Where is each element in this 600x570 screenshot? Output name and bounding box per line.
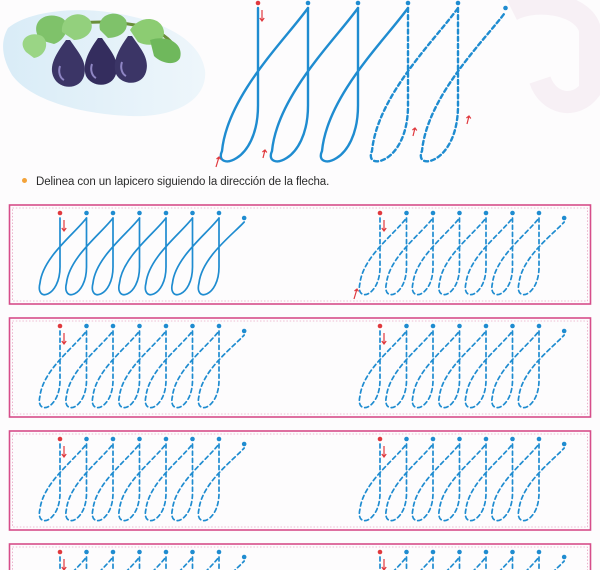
guide-dot: [510, 324, 515, 329]
direction-arrow-icon: [412, 128, 416, 136]
trace-loop: [198, 557, 244, 570]
guide-dot: [510, 211, 515, 216]
trace-loop: [271, 8, 358, 161]
trace-loop: [119, 557, 166, 570]
trace-loop: [492, 557, 539, 570]
trace-loop: [172, 444, 219, 521]
guide-dot: [510, 550, 515, 555]
start-dot: [58, 437, 63, 442]
guide-dot: [404, 324, 409, 329]
trace-loop: [221, 8, 308, 161]
trace-loop: [172, 331, 219, 408]
guide-dot: [457, 437, 462, 442]
guide-dot: [137, 324, 142, 329]
start-dot: [256, 1, 261, 6]
guide-dot: [217, 211, 222, 216]
direction-arrow-icon: [62, 220, 66, 231]
practice-area: [10, 205, 591, 570]
guide-dot: [217, 324, 222, 329]
trace-loop: [321, 8, 408, 161]
guide-dot: [190, 550, 195, 555]
trace-loop: [492, 444, 539, 521]
guide-dot: [84, 550, 89, 555]
trace-loop: [421, 8, 506, 161]
guide-dot: [484, 550, 489, 555]
fig-fruit-icon: [52, 36, 147, 87]
guide-dot: [537, 437, 542, 442]
trace-loop: [518, 331, 564, 408]
direction-arrow-icon: [382, 446, 386, 457]
direction-arrow-icon: [466, 116, 470, 124]
trace-loop: [66, 331, 113, 408]
frame-inner-border: [13, 321, 588, 414]
frame-inner-border: [13, 547, 588, 570]
frame-border: [10, 318, 591, 417]
practice-frame: [10, 431, 591, 530]
frame-border: [10, 544, 591, 570]
practice-frame: [10, 318, 591, 417]
trace-loop: [465, 557, 512, 570]
start-dot: [378, 211, 383, 216]
guide-dot: [457, 324, 462, 329]
trace-loop: [386, 331, 433, 408]
guide-dot: [164, 211, 169, 216]
guide-dot: [356, 1, 361, 6]
direction-arrow-icon: [382, 333, 386, 344]
trace-loop: [66, 557, 113, 570]
guide-dot: [562, 555, 567, 560]
decorative-letter-background: [512, 4, 590, 102]
start-dot: [378, 324, 383, 329]
trace-loop: [386, 444, 433, 521]
trace-loop: [145, 444, 192, 521]
trace-loop: [518, 557, 564, 570]
trace-loop: [66, 444, 113, 521]
trace-loop: [412, 444, 459, 521]
direction-arrow-icon: [354, 289, 359, 299]
frame-inner-border: [13, 434, 588, 527]
trace-loop: [92, 331, 139, 408]
right-trace-group: [359, 437, 566, 521]
start-dot: [378, 437, 383, 442]
trace-loop: [465, 331, 512, 408]
guide-dot: [404, 437, 409, 442]
guide-dot: [111, 324, 116, 329]
guide-dot: [111, 211, 116, 216]
guide-dot: [484, 437, 489, 442]
trace-loop: [412, 331, 459, 408]
guide-dot: [217, 550, 222, 555]
guide-dot: [431, 324, 436, 329]
trace-loop: [465, 218, 512, 295]
right-trace-group: [354, 211, 566, 299]
left-trace-group: [39, 211, 246, 295]
trace-loop: [439, 218, 486, 295]
direction-arrow-icon: [262, 150, 266, 158]
trace-loop: [145, 331, 192, 408]
guide-dot: [537, 550, 542, 555]
trace-loop: [119, 331, 166, 408]
trace-loop: [465, 444, 512, 521]
start-dot: [58, 211, 63, 216]
trace-loop: [386, 218, 433, 295]
guide-dot: [164, 324, 169, 329]
trace-loop: [198, 331, 244, 408]
guide-dot: [137, 550, 142, 555]
left-trace-group: [39, 550, 246, 570]
guide-dot: [404, 550, 409, 555]
direction-arrow-icon: [216, 157, 221, 167]
trace-loop: [371, 8, 458, 161]
trace-loop: [92, 444, 139, 521]
guide-dot: [242, 329, 247, 334]
guide-dot: [190, 437, 195, 442]
guide-dot: [431, 211, 436, 216]
direction-arrow-icon: [382, 559, 386, 570]
guide-dot: [456, 1, 461, 6]
frame-inner-border: [13, 208, 588, 301]
instruction-text: [22, 176, 329, 188]
guide-dot: [242, 216, 247, 221]
bullet-icon: [22, 178, 27, 183]
frame-border: [10, 205, 591, 304]
guide-dot: [404, 211, 409, 216]
guide-dot: [457, 211, 462, 216]
trace-loop: [439, 444, 486, 521]
guide-dot: [242, 442, 247, 447]
guide-dot: [84, 211, 89, 216]
example-loop-guide: [216, 1, 508, 167]
guide-dot: [431, 550, 436, 555]
guide-dot: [190, 211, 195, 216]
practice-frame: [10, 544, 591, 570]
guide-dot: [137, 211, 142, 216]
guide-dot: [510, 437, 515, 442]
direction-arrow-icon: [62, 333, 66, 344]
guide-dot: [137, 437, 142, 442]
example-loop-row: [216, 1, 508, 167]
guide-dot: [537, 211, 542, 216]
guide-dot: [242, 555, 247, 560]
trace-loop: [386, 557, 433, 570]
guide-dot: [484, 324, 489, 329]
guide-dot: [190, 324, 195, 329]
trace-loop: [198, 218, 244, 295]
guide-dot: [562, 329, 567, 334]
trace-loop: [198, 444, 244, 521]
direction-arrow-icon: [382, 220, 386, 231]
direction-arrow-icon: [62, 446, 66, 457]
direction-arrow-icon: [62, 559, 66, 570]
practice-frame: [10, 205, 591, 304]
guide-dot: [217, 437, 222, 442]
instruction-label: Delinea con un lapicero siguiendo la dirección de la flecha.: [36, 176, 330, 188]
guide-dot: [164, 437, 169, 442]
guide-dot: [111, 437, 116, 442]
start-dot: [58, 324, 63, 329]
guide-dot: [503, 6, 508, 11]
guide-dot: [431, 437, 436, 442]
figs-on-branch-icon: [3, 10, 205, 116]
guide-dot: [306, 1, 311, 6]
trace-loop: [412, 557, 459, 570]
guide-dot: [484, 211, 489, 216]
trace-loop: [172, 557, 219, 570]
trace-loop: [92, 557, 139, 570]
guide-dot: [84, 324, 89, 329]
trace-loop: [439, 557, 486, 570]
trace-loop: [119, 444, 166, 521]
guide-dot: [164, 550, 169, 555]
trace-loop: [518, 444, 564, 521]
trace-loop: [439, 331, 486, 408]
trace-loop: [412, 218, 459, 295]
left-trace-group: [39, 324, 246, 408]
guide-dot: [406, 1, 411, 6]
guide-dot: [84, 437, 89, 442]
right-trace-group: [359, 324, 566, 408]
left-trace-group: [39, 437, 246, 521]
trace-loop: [518, 218, 564, 295]
guide-dot: [537, 324, 542, 329]
direction-arrow-icon: [260, 10, 264, 21]
guide-dot: [562, 442, 567, 447]
trace-loop: [492, 331, 539, 408]
start-dot: [378, 550, 383, 555]
guide-dot: [562, 216, 567, 221]
trace-loop: [145, 557, 192, 570]
frame-border: [10, 431, 591, 530]
guide-dot: [457, 550, 462, 555]
trace-loop: [492, 218, 539, 295]
right-trace-group: [359, 550, 566, 570]
start-dot: [58, 550, 63, 555]
guide-dot: [111, 550, 116, 555]
